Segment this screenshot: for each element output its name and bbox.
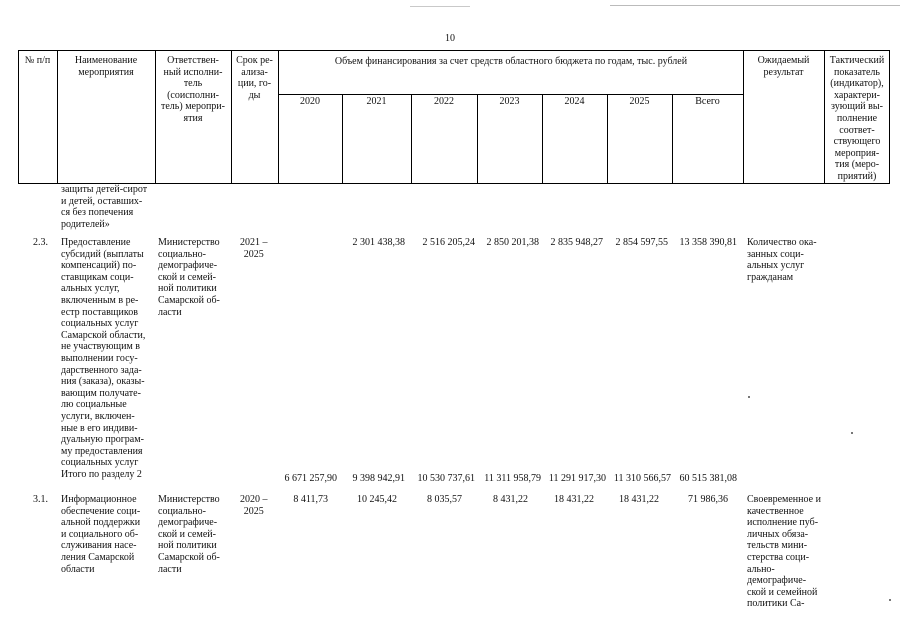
col-border <box>278 50 279 184</box>
header-year-2024: 2024 <box>564 96 585 107</box>
header-result: Ожидаемый результат <box>757 55 810 78</box>
header-year-2025: 2025 <box>629 96 650 107</box>
header-year-2022: 2022 <box>434 96 454 107</box>
row-3-1-term: 2020 – 2025 <box>240 494 268 517</box>
row-2-3-2024: 2 835 948,27 <box>550 237 603 248</box>
scan-mark <box>610 5 900 6</box>
header-term: Срок ре- ализа- ции, го- ды <box>236 55 273 101</box>
row-3-1-2025: 18 431,22 <box>619 494 659 505</box>
total-all: 60 515 381,08 <box>679 473 737 484</box>
header-num: № п/п <box>24 55 51 66</box>
row-3-1-result: Своевременное и качественное исполнение пуб- личных обяза- тельств мини- стерства соци- ально- демографиче- ской и семейной политики Са- <box>747 494 821 610</box>
header-finance: Объем финансирования за счет средств областного бюджета по годам, тыс. рублей <box>334 56 688 67</box>
years-divider <box>278 94 744 95</box>
col-border <box>18 50 19 184</box>
total-section-2-label: Итого по разделу 2 <box>61 469 142 480</box>
total-2024: 11 291 917,30 <box>548 473 606 484</box>
row-2-3-2022: 2 516 205,24 <box>422 237 475 248</box>
header-year-2021: 2021 <box>366 96 387 107</box>
scan-speck <box>748 396 750 398</box>
row-2-3-2025: 2 854 597,55 <box>615 237 668 248</box>
row-3-1-num: 3.1. <box>33 494 48 505</box>
row-3-1-2024: 18 431,22 <box>554 494 594 505</box>
row-3-1-name: Информационное обеспечение соци- альной поддержки и социального об- служивания насе- ления Самарской области <box>61 494 141 575</box>
scan-speck <box>851 432 853 434</box>
header-indicator: Тактический показатель (индикатор), характери- зующий вы- полнение соответ- ствующего мероприя- тия (меро- приятий) <box>829 55 885 182</box>
table-top-border <box>18 50 890 51</box>
row-2-3-name: Предоставление субсидий (выплаты компенсаций) по- ставщикам соци- альных услуг, включенным в ре- естр поставщиков социальных услуг Самарской области, не участвующим в выполнении госу- дарственного зада- ния (заказа), оказы- вающим получате- лю социальные услуги, включен- ные в его индиви- дуальную програм- му предоставления социальных услуг <box>61 237 146 469</box>
row-3-1-executor: Министерство социально- демографиче- ской и семей- ной политики Самарской об- ласти <box>158 494 220 575</box>
row-3-1-2022: 8 035,57 <box>427 494 462 505</box>
row-2-3-2023: 2 850 201,38 <box>486 237 539 248</box>
row-3-1-2023: 8 431,22 <box>493 494 528 505</box>
total-2022: 10 530 737,61 <box>417 473 475 484</box>
row-3-1-2021: 10 245,42 <box>357 494 397 505</box>
row-2-3-executor: Министерство социально- демографиче- ской и семей- ной политики Самарской об- ласти <box>158 237 220 318</box>
row-2-3-num: 2.3. <box>33 237 48 248</box>
row-3-1-2020: 8 411,73 <box>293 494 328 505</box>
continuation-text: защиты детей-сирот и детей, оставших- ся без попечения родителей» <box>61 184 148 230</box>
row-2-3-result: Количество ока- занных соци- альных услуг гражданам <box>747 237 817 283</box>
page-number: 10 <box>445 33 455 44</box>
row-3-1-total: 71 986,36 <box>688 494 728 505</box>
header-total: Всего <box>695 96 720 107</box>
header-year-2023: 2023 <box>499 96 520 107</box>
header-executor: Ответствен- ный исполни- тель (соисполни- тель) меропри- ятия <box>161 55 225 124</box>
scan-speck <box>889 599 891 601</box>
row-2-3-total: 13 358 390,81 <box>679 237 737 248</box>
row-2-3-term: 2021 – 2025 <box>240 237 268 260</box>
scan-mark <box>410 6 470 7</box>
total-2020: 6 671 257,90 <box>284 473 337 484</box>
header-year-2020: 2020 <box>300 96 320 107</box>
header-name: Наименование мероприятия <box>74 55 138 78</box>
total-2025: 11 310 566,57 <box>613 473 671 484</box>
total-2021: 9 398 942,91 <box>352 473 405 484</box>
row-2-3-2021: 2 301 438,38 <box>352 237 405 248</box>
total-2023: 11 311 958,79 <box>484 473 541 484</box>
